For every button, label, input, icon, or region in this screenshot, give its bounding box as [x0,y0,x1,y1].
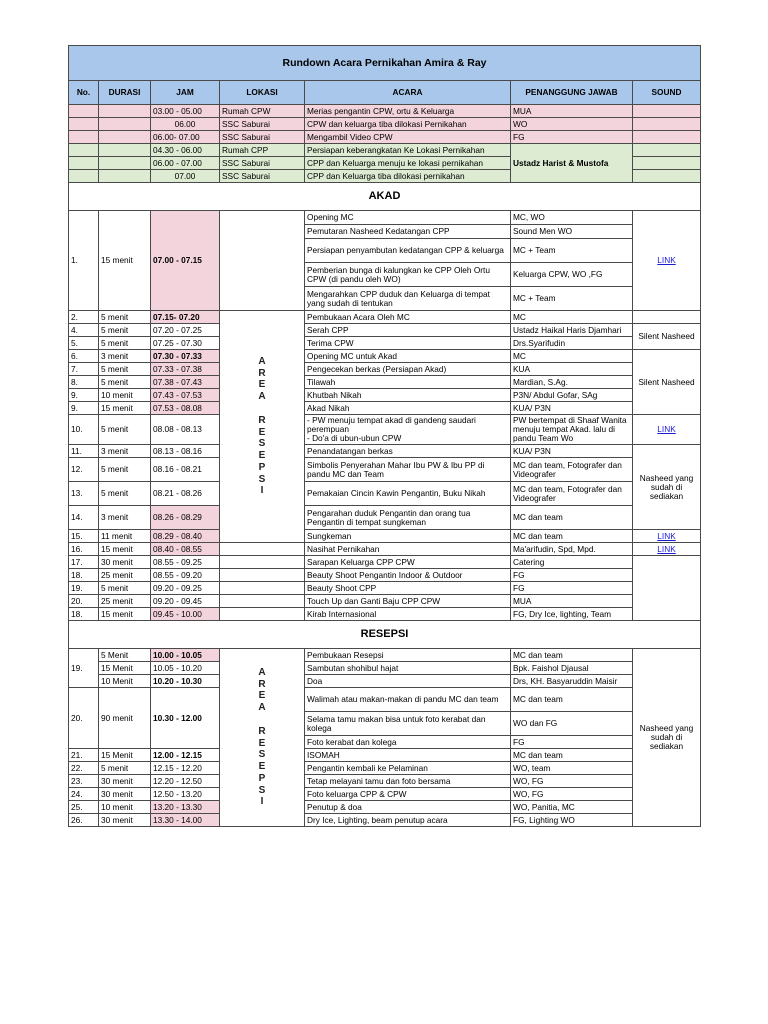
table-row: 24. 30 menit 12.50 - 13.20 Foto keluarga CPP & CPW WO, FG [69,788,701,801]
header-no: No. [69,81,99,105]
acara-cell: CPP dan Keluarga menuju ke lokasi pernikahan [305,157,511,170]
rundown-table [68,45,701,827]
table-row: 22. 5 menit 12.15 - 12.20 Pengantin kembali ke Pelaminan WO, team [69,762,701,775]
table-row: 13. 5 menit 08.21 - 08.26 Pemakaian Cincin Kawin Pengantin, Buku Nikah MC dan team, Fotografer dan Videografer [69,482,701,506]
table-row: Selama tamu makan bisa untuk foto kerabat dan kolega WO dan FG [69,712,701,736]
link-sound[interactable]: LINK [657,424,676,434]
pj-cell: MC + Team [511,287,633,311]
acara-cell: Mengarahkan CPP duduk dan Keluarga di tempat yang sudah di tentukan [305,287,511,311]
pj-cell: FG [511,131,633,144]
table-row: 10 Menit 10.20 - 10.30 Doa Drs, KH. Basyaruddin Maisir [69,675,701,688]
pj-cell: Sound Men WO [511,225,633,239]
link-sound[interactable]: LINK [657,255,676,265]
acara-cell: Pemberian bunga di kalungkan ke CPP Oleh Ortu CPW (di pandu oleh WO) [305,263,511,287]
lokasi-cell: Rumah CPW [220,105,305,118]
table-row [69,144,701,157]
sound-cell: Nasheed yang sudah di sediakan [633,445,701,530]
table-row: 18. 25 menit 08.55 - 09.20 Beauty Shoot Pengantin Indoor & Outdoor FG [69,569,701,582]
sheet-title: Rundown Acara Pernikahan Amira & Ray [69,46,701,81]
jam-cell: 07.00 [151,170,220,183]
table-row [69,211,701,225]
table-row: 19. 5 Menit 10.00 - 10.05 A R E A R E S E P S I Pembukaan Resepsi MC dan team Nasheed yang sudah di sediakan [69,649,701,662]
header-durasi: DURASI [99,81,151,105]
pj-cell: MC [511,311,633,324]
table-row: 19. 5 menit 09.20 - 09.25 Beauty Shoot CPP FG [69,582,701,595]
table-row [69,311,701,324]
no-cell: 2. [69,311,99,324]
table-row [69,118,701,131]
table-row [69,105,701,118]
table-row: 20. 25 menit 09.20 - 09.45 Touch Up dan Ganti Baju CPP CPW MUA [69,595,701,608]
pj-cell: MUA [511,105,633,118]
acara-cell: Pembukaan Acara Oleh MC [305,311,511,324]
jam-cell: 06.00 [151,118,220,131]
pj-cell: WO [511,118,633,131]
table-row [69,131,701,144]
acara-cell: Persiapan keberangkatan Ke Lokasi Pernikahan [305,144,511,157]
acara-cell: Merias pengantin CPW, ortu & Keluarga [305,105,511,118]
lokasi-cell: Rumah CPP [220,144,305,157]
table-row: 15 Menit 10.05 - 10.20 Sambutan shohibul hajat Bpk. Faishol Djausal [69,662,701,675]
lokasi-cell: SSC Saburai [220,118,305,131]
no-cell: 1. [69,211,99,311]
table-row: 23. 30 menit 12.20 - 12.50 Tetap melayani tamu dan foto bersama WO, FG [69,775,701,788]
acara-cell: Persiapan penyambutan kedatangan CPP & keluarga [305,239,511,263]
table-row: 14. 3 menit 08.26 - 08.29 Pengarahan duduk Pengantin dan orang tua Pengantin di tempat sungkeman MC dan team [69,506,701,530]
header-lokasi: LOKASI [220,81,305,105]
table-row: 4. 5 menit 07.20 - 07.25 Serah CPP Ustadz Haikal Haris Djamhari Silent Nasheed [69,324,701,337]
lokasi-cell: SSC Saburai [220,157,305,170]
acara-cell: Opening MC [305,211,511,225]
acara-cell: CPW dan keluarga tiba dilokasi Pernikahan [305,118,511,131]
header-row [69,81,701,105]
sound-cell: Nasheed yang sudah di sediakan [633,649,701,827]
durasi-cell: 15 menit [99,211,151,311]
table-row: 15. 11 menit 08.29 - 08.40 Sungkeman MC dan team LINK [69,530,701,543]
table-row: 8. 5 menit 07.38 - 07.43 Tilawah Mardian, S.Ag. [69,376,701,389]
table-row: 17. 30 menit 08.55 - 09.25 Sarapan Keluarga CPP CPW Catering [69,556,701,569]
table-row: 16. 15 menit 08.40 - 08.55 Nasihat Pernikahan Ma'arifudin, Spd, Mpd. LINK [69,543,701,556]
area-resepsi-akad-label: A R E A R E S E P S I [220,311,305,543]
pj-cell: MC, WO [511,211,633,225]
jam-cell: 03.00 - 05.00 [151,105,220,118]
header-jam: JAM [151,81,220,105]
table-row: 26. 30 menit 13.30 - 14.00 Dry Ice, Lighting, beam penutup acara FG, Lighting WO [69,814,701,827]
table-row: 7. 5 menit 07.33 - 07.38 Pengecekan berkas (Persiapan Akad) KUA [69,363,701,376]
acara-cell: Mengambil Video CPW [305,131,511,144]
table-row: 21. 15 Menit 12.00 - 12.15 ISOMAH MC dan team [69,749,701,762]
header-sound: SOUND [633,81,701,105]
jam-cell: 06.00 - 07.00 [151,157,220,170]
table-row: Foto kerabat dan kolega FG [69,736,701,749]
table-row: 10. 5 menit 08.08 - 08.13 - PW menuju tempat akad di gandeng saudari perempuan - Do'a di ubun-ubun CPW PW bertempat di Shaaf Wanita menuju tempat Akad. lalu di pandu Team Wo LINK [69,415,701,445]
durasi-cell: 5 menit [99,311,151,324]
table-row: 12. 5 menit 08.16 - 08.21 Simbolis Penyerahan Mahar Ibu PW & Ibu PP di pandu MC dan Team MC dan team, Fotografer dan Videografer [69,458,701,482]
header-penanggung-jawab: PENANGGUNG JAWAB [511,81,633,105]
jam-cell: 04.30 - 06.00 [151,144,220,157]
table-row: 20. 90 menit 10.30 - 12.00 Walimah atau makan-makan di pandu MC dan team MC dan team [69,688,701,712]
pj-cell: Keluarga CPW, WO ,FG [511,263,633,287]
table-row: 9. 15 menit 07.53 - 08.08 Akad Nikah KUA/ P3N [69,402,701,415]
pj-cell: Ustadz Harist & Mustofa [511,144,633,183]
jam-cell: 06.00- 07.00 [151,131,220,144]
table-row: 18. 15 menit 09.45 - 10.00 Kirab Internasional FG, Dry Ice, lighting, Team [69,608,701,621]
link-sound[interactable]: LINK [657,530,676,541]
table-row: 9. 10 menit 07.43 - 07.53 Khutbah Nikah P3N/ Abdul Gofar, SAg [69,389,701,402]
table-row: 5. 5 menit 07.25 - 07.30 Terima CPW Drs.Syarifudin [69,337,701,350]
acara-cell: CPP dan Keluarga tiba dilokasi pernikahan [305,170,511,183]
no-cell: 19. [69,649,99,688]
link-sound[interactable]: LINK [657,543,676,554]
lokasi-cell: SSC Saburai [220,170,305,183]
header-acara: ACARA [305,81,511,105]
sound-cell: Silent Nasheed [633,324,701,350]
table-row: 25. 10 menit 13.20 - 13.30 Penutup & doa WO, Panitia, MC [69,801,701,814]
pj-cell: MC + Team [511,239,633,263]
acara-cell: Pemutaran Nasheed Kedatangan CPP [305,225,511,239]
table-row: 6. 3 menit 07.30 - 07.33 Opening MC untuk Akad MC Silent Nasheed [69,350,701,363]
area-resepsi-label: A R E A R E S E P S I [220,649,305,827]
lokasi-cell: SSC Saburai [220,131,305,144]
section-title-resepsi: RESEPSI [69,621,701,649]
table-row: 11. 3 menit 08.13 - 08.16 Penandatangan berkas KUA/ P3N Nasheed yang sudah di sediakan [69,445,701,458]
sound-cell: Silent Nasheed [633,350,701,415]
section-title-akad: AKAD [69,183,701,211]
jam-cell: 07.00 - 07.15 [151,211,220,311]
jam-cell: 07.15- 07.20 [151,311,220,324]
